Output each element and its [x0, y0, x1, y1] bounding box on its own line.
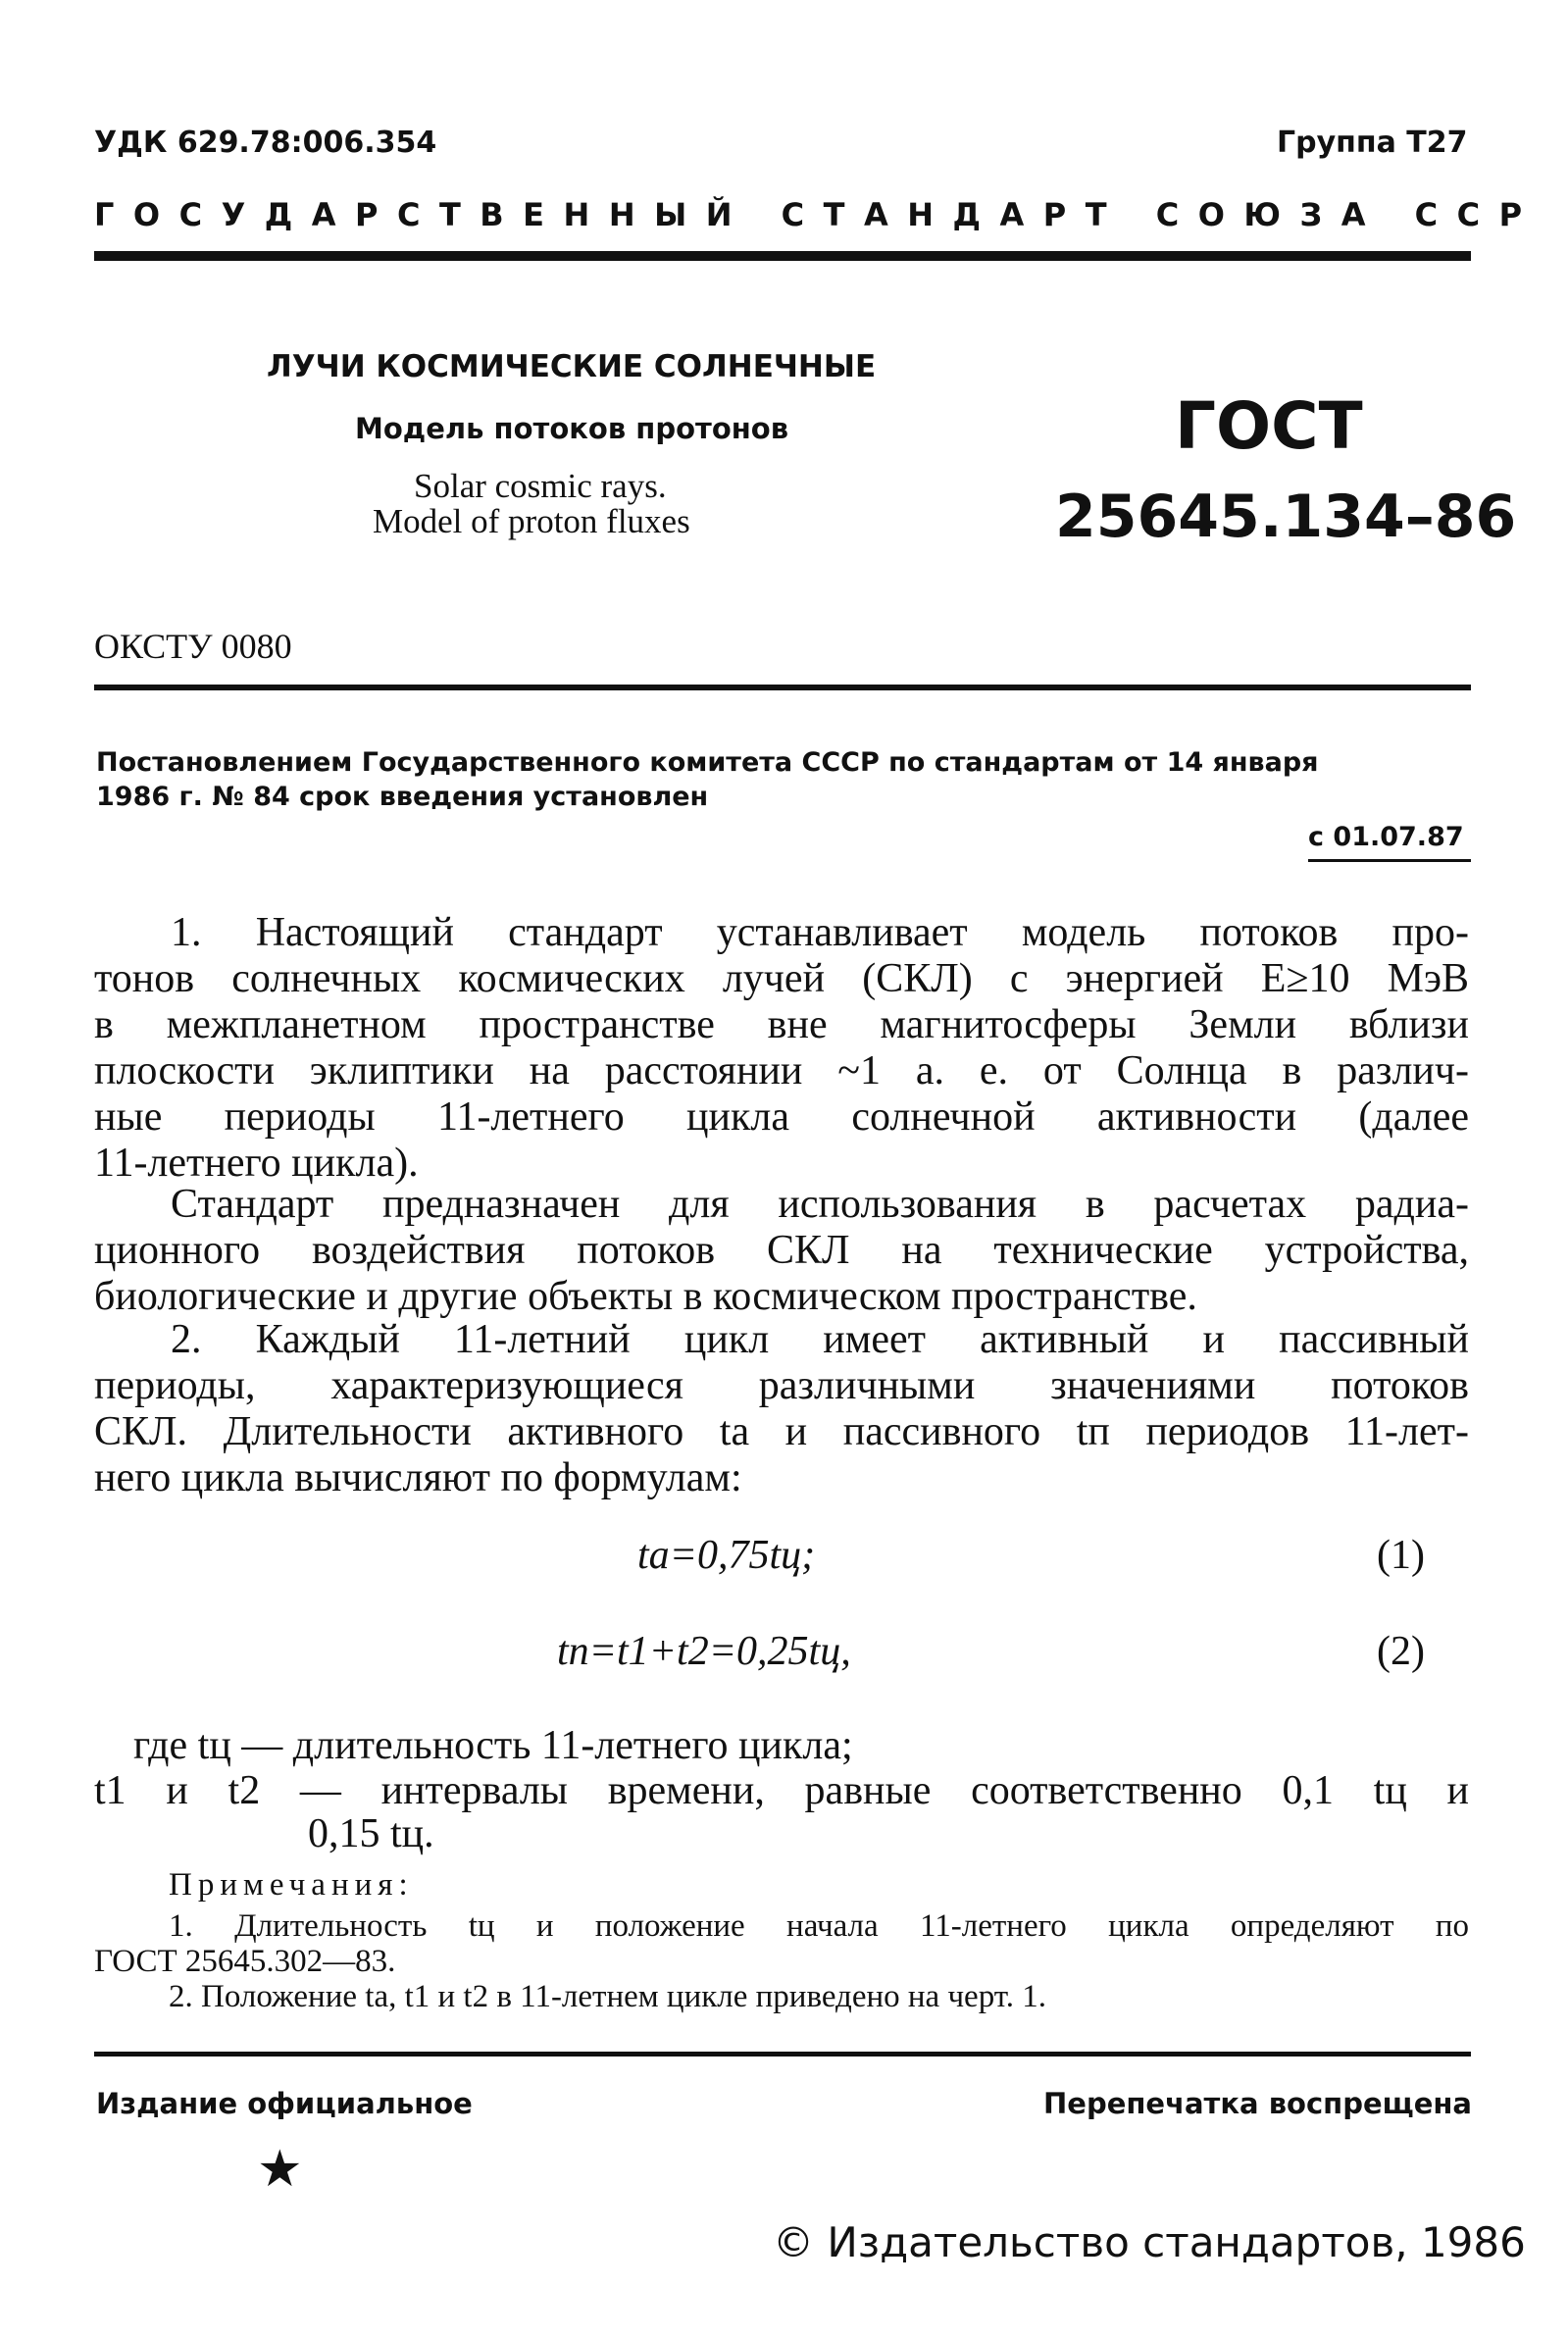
- p1-line: плоскости эклиптики на расстоянии ~1 а. е. от Солнца в различ-: [94, 1048, 1469, 1093]
- paragraph-2: [94, 1182, 1469, 1320]
- p1-line: тонов солнечных космических лучей (СКЛ) с энергией E≥10 МэВ: [94, 956, 1469, 1001]
- p1-line: 1. Настоящий стандарт устанавливает модель потоков про-: [171, 910, 1469, 955]
- notes-heading: Примечания:: [169, 1867, 414, 1903]
- where-line-3: 0,15 tц.: [308, 1811, 434, 1856]
- where-line-1: где tц — длительность 11-летнего цикла;: [133, 1723, 853, 1768]
- date-underline: [1308, 859, 1471, 862]
- p2-line: Стандарт предназначен для использования в расчетах радиа-: [171, 1182, 1469, 1227]
- where-line-2: t1 и t2 — интервалы времени, равные соответственно 0,1 tц и: [94, 1768, 1469, 1813]
- reprint-prohibited: Перепечатка воспрещена: [1043, 2087, 1472, 2120]
- gost-number: 25645.134–86: [1055, 482, 1517, 551]
- p3-line: СКЛ. Длительности активного tа и пассивного tп периодов 11-лет-: [94, 1409, 1469, 1454]
- note-2: 2. Положение tа, t1 и t2 в 11-летнем цикле приведено на черт. 1.: [169, 1979, 1046, 2014]
- p3-line: 2. Каждый 11-летний цикл имеет активный и пассивный: [171, 1317, 1469, 1362]
- decree-line1: Постановлением Государственного комитета СССР по стандартам от 14 января: [96, 747, 1319, 778]
- title-russian: ЛУЧИ КОСМИЧЕСКИЕ СОЛНЕЧНЫЕ: [267, 349, 877, 384]
- formula-1-number: (1): [1377, 1533, 1425, 1578]
- p1-line: ные периоды 11-летнего цикла солнечной активности (далее: [94, 1094, 1469, 1140]
- p2-line: ционного воздействия потоков СКЛ на технические устройства,: [94, 1228, 1469, 1273]
- p3-line: периоды, характеризующиеся различными значениями потоков: [94, 1363, 1469, 1408]
- gost-label: ГОСТ: [1175, 388, 1363, 464]
- decree-line2: 1986 г. № 84 срок введения установлен: [96, 782, 709, 812]
- note-1-line2: ГОСТ 25645.302—83.: [94, 1944, 396, 1979]
- banner-rule: [94, 251, 1471, 261]
- udk-code: УДК 629.78:006.354: [94, 126, 437, 160]
- section-rule: [94, 685, 1471, 690]
- formula-2-number: (2): [1377, 1629, 1425, 1674]
- formula-2: tп=t1+t2=0,25tц,: [557, 1629, 851, 1674]
- effective-date: с 01.07.87: [1308, 822, 1464, 852]
- formula-1: tа=0,75tц;: [637, 1533, 816, 1578]
- group-code: Группа Т27: [1277, 126, 1468, 160]
- p3-line: него цикла вычисляют по формулам:: [94, 1455, 742, 1500]
- star-icon: ★: [257, 2140, 303, 2199]
- paragraph-3: [94, 1317, 1469, 1501]
- state-standard-banner: ГОСУДАРСТВЕННЫЙ СТАНДАРТ СОЮЗА ССР: [94, 196, 1542, 233]
- title-english-line1: Solar cosmic rays.: [414, 467, 667, 505]
- official-edition: Издание официальное: [96, 2087, 473, 2120]
- title-english-line2: Model of proton fluxes: [373, 502, 690, 540]
- note-1-line1: 1. Длительность tц и положение начала 11-летнего цикла определяют по: [169, 1908, 1469, 1944]
- okstu-code: ОКСТУ 0080: [94, 627, 292, 666]
- copyright-notice: © Издательство стандартов, 1986: [773, 2218, 1526, 2266]
- footer-rule: [94, 2052, 1471, 2057]
- p1-line: 11-летнего цикла).: [94, 1141, 419, 1186]
- subtitle-russian: Модель потоков протонов: [355, 412, 789, 445]
- p1-line: в межпланетном пространстве вне магнитосферы Земли вблизи: [94, 1002, 1469, 1047]
- p2-line: биологические и другие объекты в космическом пространстве.: [94, 1274, 1197, 1319]
- paragraph-1: [94, 910, 1469, 1187]
